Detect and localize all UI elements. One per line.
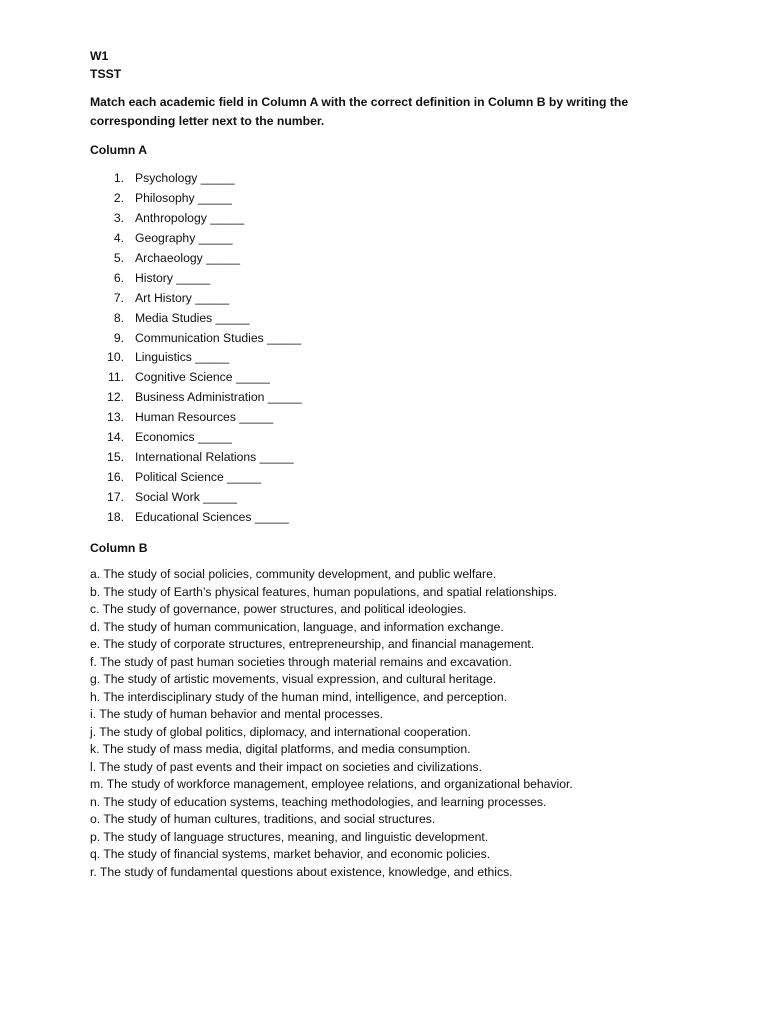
column-b-definition: g. The study of artistic movements, visual expression, and cultural heritage. [90, 672, 497, 686]
item-number: 6. [113, 270, 124, 285]
item-term: Human Resources _____ [135, 410, 274, 425]
item-term: International Relations _____ [135, 450, 294, 465]
column-b-definition: k. The study of mass media, digital platforms, and media consumption. [90, 742, 471, 756]
item-term: Media Studies _____ [135, 310, 250, 325]
item-term: Economics _____ [135, 430, 232, 445]
item-number: 18. [107, 509, 124, 524]
column-b-definition: m. The study of workforce management, employee relations, and organizational behavior. [90, 777, 573, 791]
item-term: Geography _____ [135, 230, 233, 245]
doc-subtitle: TSST [90, 67, 122, 81]
column-b-definition: a. The study of social policies, community development, and public welfare. [90, 567, 497, 581]
item-term: Cognitive Science _____ [135, 370, 270, 385]
item-term: Educational Sciences _____ [135, 509, 289, 524]
column-b-definition: p. The study of language structures, meaning, and linguistic development. [90, 829, 489, 844]
item-term: Philosophy _____ [135, 190, 232, 205]
instructions: Match each academic field in Column A with the correct definition in Column B by writing the corresponding letter next to the number. [90, 95, 629, 128]
item-number: 2. [113, 190, 124, 205]
item-number: 3. [113, 210, 124, 225]
item-number: 17. [107, 490, 124, 504]
item-term: Business Administration _____ [135, 390, 302, 405]
item-number: 12. [107, 390, 124, 405]
item-term: Communication Studies _____ [135, 330, 301, 345]
item-number: 16. [107, 470, 124, 485]
column-a-heading: Column A [90, 143, 148, 157]
column-b-definition: e. The study of corporate structures, entrepreneurship, and financial management. [90, 637, 535, 651]
doc-code: W1 [90, 49, 109, 63]
column-b-definition: i. The study of human behavior and mental processes. [90, 707, 384, 721]
item-number: 8. [113, 310, 124, 325]
item-number: 1. [113, 171, 124, 185]
column-b-definition: f. The study of past human societies through material remains and excavation. [90, 654, 512, 669]
item-number: 9. [113, 330, 124, 345]
item-number: 7. [113, 290, 124, 305]
column-b-heading: Column B [90, 541, 148, 555]
column-b-definition: n. The study of education systems, teaching methodologies, and learning processes. [90, 794, 547, 809]
item-number: 4. [113, 230, 124, 245]
item-term: Psychology _____ [135, 171, 235, 185]
column-b-definition: q. The study of financial systems, market behavior, and economic policies. [90, 847, 491, 861]
item-number: 10. [107, 350, 124, 365]
item-term: Art History _____ [135, 290, 230, 305]
column-b-definition: d. The study of human communication, language, and information exchange. [90, 619, 504, 634]
column-b-definition: h. The interdisciplinary study of the human mind, intelligence, and perception. [90, 689, 508, 704]
item-term: Social Work _____ [135, 490, 238, 504]
column-b-definition: r. The study of fundamental questions about existence, knowledge, and ethics. [90, 864, 513, 879]
column-b-definition: l. The study of past events and their impact on societies and civilizations. [90, 759, 483, 774]
item-number: 5. [113, 250, 124, 265]
column-b-definition: c. The study of governance, power structures, and political ideologies. [90, 602, 467, 616]
item-number: 15. [107, 450, 124, 465]
item-term: Political Science _____ [135, 470, 262, 485]
item-term: Archaeology _____ [135, 250, 241, 265]
column-b-definition: o. The study of human cultures, traditions, and social structures. [90, 812, 436, 826]
item-number: 11. [107, 370, 124, 385]
item-term: History _____ [135, 270, 211, 285]
item-term: Linguistics _____ [135, 350, 230, 365]
item-number: 14. [107, 430, 124, 445]
item-number: 13. [107, 410, 124, 425]
column-b-definition: b. The study of Earth’s physical features, human populations, and spatial relationships. [90, 584, 558, 599]
column-b-definition: j. The study of global politics, diplomacy, and international cooperation. [90, 724, 471, 739]
column-b-list [90, 566, 573, 881]
item-term: Anthropology _____ [135, 210, 245, 225]
